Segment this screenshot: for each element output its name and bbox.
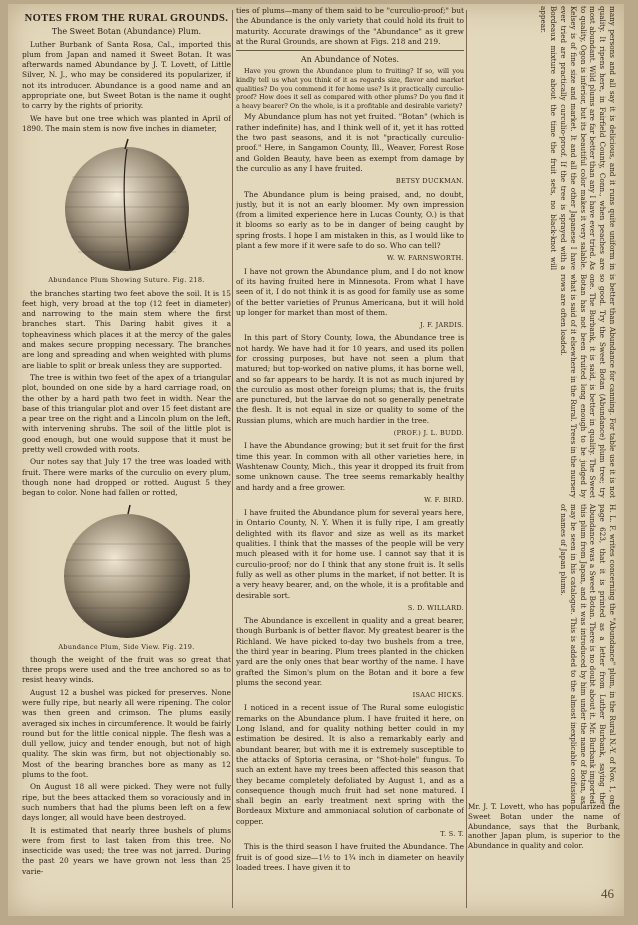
signature: BETSY DUCKMAN. bbox=[395, 177, 464, 186]
signature: T. S. T. bbox=[440, 830, 464, 839]
scrapbook-page bbox=[8, 4, 624, 916]
signature: (PROF.) J. L. BUDD. bbox=[393, 429, 464, 438]
rotated-clipping-lower bbox=[469, 504, 617, 804]
question-paragraph: Have you grown the Abundance plum to fruiting? If so, will you kindly tell us what you think of it as regards size, flavor and market qualities? Do you commend it for home use? Is it practically curculio-proof? How does it sell as compared with other plums? Do you find it a heavy bearer? On the whole, is it a profitable and desirable variety? bbox=[236, 67, 464, 110]
figure-caption: Abundance Plum, Side View. Fig. 219. bbox=[58, 642, 195, 651]
paragraph: though the weight of the fruit was so great that three props were used and the tree anchored so as to resist heavy winds. bbox=[22, 654, 231, 685]
signature: W. F. BIRD. bbox=[424, 495, 464, 504]
article-subtitle: The Sweet Botan (Abundance) Plum. bbox=[51, 27, 202, 37]
paragraph: Our notes say that July 17 the tree was loaded with fruit. There were marks of the curculio on every plum, though none had dropped or rotted. August 5 they began to color. None had fallen or rotted, bbox=[22, 457, 231, 498]
paragraph: ties of plums—many of them said to be "curculio-proof;" but the Abundance is the only variety that could hold its fruit to maturity. Accurate drawings of the "Abundance" as it grew at the Rural Grounds, are shown at Figs. 218 and 219. bbox=[236, 6, 464, 46]
bottom-right-clipping bbox=[468, 802, 620, 851]
left-column bbox=[22, 14, 231, 910]
paragraph: August 12 a bushel was picked for preserves. None were fully ripe, but nearly all were ripening. The color was then green and crimson. The plums easily averaged six inches in circumference. It would be fairly round but for the little conical nipple. The flesh was a dull yellow, juicy and tender enough, but not of high quality. The skin was firm, but not objectionably so. Most of the bearing branches bore as many as 12 plums to the foot. bbox=[22, 687, 231, 780]
signature: W. W. FARNSWORTH. bbox=[387, 254, 464, 263]
section-heading: An Abundance of Notes. bbox=[300, 55, 400, 65]
figure-218 bbox=[22, 137, 231, 285]
reply: In this part of Story County, Iowa, the Abundance tree is not hardy. We have had it for 10 years, and used its pollen for crossing purposes, but have not seen a plum that matured; but top-worked on native plums, it has borne well, and so far appears to be hardy. It is not as much injured by the curculio as most other foreign plums; that is, the fruits are punctured, but the larvae do not so generally penetrate the flesh. It is not equal in size or quality to some of the Russian plums, which are much hardier in the tree. bbox=[236, 333, 464, 425]
figure-219 bbox=[22, 502, 231, 652]
reply: The Abundance plum is being praised, and, no doubt, justly, but it is not an early bloomer. My own impression (from a limited experience here in Lucas County, O.) is that it blooms so early as to be in danger of being caught by spring frosts. I hope I am mistaken in this, as I would like to plant a few more if it were safe to do so. Who can tell? bbox=[236, 189, 464, 251]
page-number: 46 bbox=[601, 886, 614, 901]
plum-side-view-illustration bbox=[52, 502, 202, 642]
signature: J. F. JARDIS. bbox=[419, 321, 464, 330]
middle-column bbox=[236, 6, 464, 910]
reply: The Abundance is excellent in quality and a great bearer, though Burbank is of better flavor. My greatest bearer is the Richland. We have picked to-day two bushels from a tree, the third year in bearing. Plum trees planted in the chicken yard are the only ones that bear worthy of the name. I have grafted the Simon's plum on the Botan and it bore a few plums the second year. bbox=[236, 616, 464, 687]
article-title: NOTES FROM THE RURAL GROUNDS. bbox=[24, 14, 229, 24]
reply: I have fruited the Abundance plum for several years here, in Ontario County, N. Y. When it is fully ripe, I am greatly delighted with its flavor and size as well as its market qualities. I think that the masses of the people will be very much pleased with it for home use. I cannot say that it is curculio-proof; nor do I think that any stone fruit is. It sells fully as well as other plums in the market, if not better. It is a very heavy bearer, and, on the whole, it is a profitable and desirable sort. bbox=[236, 508, 464, 600]
paragraph: It is estimated that nearly three bushels of plums were from first to last taken from this tree. No insecticide was used; the tree was not jarred. During the past 20 years we have grown not less than 25 varie- bbox=[22, 825, 231, 876]
reply: I have not grown the Abundance plum, and I do not know of its having fruited here in Minnesota. From what I have seen of it, I do not think it is as good for family use as some of the better varieties of Prunus Americana, but it will hold up longer for market than most of them. bbox=[236, 266, 464, 317]
paragraph: Luther Burbank of Santa Rosa, Cal., imported this plum from Japan and named it Sweet Botan. It was afterwards named Abundance by J. T. Lovett, of Little Silver, N. J., who may be considered its popularizer, if not its introducer. Abundance is a good name and an appropriate one, but Sweet Botan is the name it ought to carry by the rights of priority. bbox=[22, 39, 231, 111]
reply: This is the third season I have fruited the Abundance. The fruit is of good size—1½ to 1¾ inch in diameter on heavily loaded trees. I have given it to bbox=[236, 842, 464, 872]
reply: I noticed in a recent issue of The Rural some eulogistic remarks on the Abundance plum. I have fruited it here, on Long Island, and for quality nothing better could in my estimation be desired. It is also a remarkably early and abundant bearer, but with me it is extremely susceptible to the attacks of Sptoria cerasina, or "Shot-hole" fungus. To such an extent have my trees been affected this season that they became completely defoliated by August 1, and as a consequence though much fruit had set none matured. I shall begin an early treatment next spring with the Bordeaux Mixture and ammoniacal solution of carbonate of copper. bbox=[236, 703, 464, 826]
clipping-text: many persons and all say it is delicious, and it runs quite uniform in quality. It ripens here, in Fairfield County, Conn., when peaches are most abundant. Wild plums are far better than any I have ever tried. As to quality, Ogon is inferior, but its beautiful color makes it very salable. Kelsey is of fine size and market. It and all the other Japanese I have ever tried are practically curculio-proof. If the tree is sprayed with a Bordeaux mixture about the time the fruit sets, no black-knot will appear. bbox=[539, 6, 617, 270]
rotated-clipping-top bbox=[469, 6, 617, 270]
clipping-text: is better than Abundance for canning. For table use it is not so good. Try the Sweet Botan (Abundance) plum tree; try one. The Burbank, it is said, is better in quality. The Sweet Botan has not been fruited long enough to be judged by what is said of it elsewhere in the Rural. Trees in the nursery rows are often loaded. bbox=[559, 274, 617, 498]
divider bbox=[236, 50, 464, 51]
paragraph: We have but one tree which was planted in April of 1890. The main stem is now five inches in diameter, bbox=[22, 113, 231, 133]
column-divider bbox=[466, 10, 467, 908]
signature: S. D. WILLARD. bbox=[407, 603, 464, 612]
clipping-text: H. L. F. writes concerning the "Abundance" plum, in the Rural N.-Y. of Nov. 1, on page 623, that it is printed as a letter from Luther Burbank, saying the Abundance was a Sweet Botan. There is no doubt about it. Mr. Burbank imported this plum from Japan, and it was introduced by him under the name of Botan, as may be seen in his catalogue. This is added to the almost inexplicable confusion of names of Japan plums. bbox=[559, 504, 617, 804]
clipping-text: Mr. J. T. Lovett, who has popularized the Sweet Botan under the name of Abundance, says that the Burbank, another Japan plum, is superior to the Abundance in quality and color. bbox=[468, 802, 620, 851]
signature: ISAAC HICKS. bbox=[412, 691, 464, 700]
reply: My Abundance plum has not yet fruited. "Botan" (which is rather indefinite) has, and I think well of it, yet it has rotted the two past seasons, and it is not "practically curculio-proof." Here, in Sangamon County, Ill., Weaver, Forest Rose and Golden Beauty, have been as exempt from damage by the curculio as any I have fruited. bbox=[236, 112, 464, 173]
column-divider bbox=[232, 10, 233, 908]
paragraph: On August 18 all were picked. They were not fully ripe, but the bees attacked them so voraciously and in such numbers that had the plums been left on a few days longer, all would have been destroyed. bbox=[22, 782, 231, 823]
reply: I have the Abundance growing; but it set fruit for the first time this year. In common with all other varieties here, in Washtenaw County, Mich., this year it dropped its fruit from some unknown cause. The tree seems remarkably healthy and hardy and a free grower. bbox=[236, 441, 464, 492]
paragraph: the branches starting two feet above the soil. It is 15 feet high, very broad at the top (12 feet in diameter) and narrowing to the main stem where the first branches start. This Daring habit gives it a topheaviness which places it at the mercy of the gales and makes secure propping necessary. The branches are long and spreading and when weighted with plums are liable to split or break unless they are supported. bbox=[22, 288, 231, 370]
plum-suture-illustration bbox=[52, 137, 202, 275]
paragraph: The tree is within two feet of the apex of a triangular plot, bounded on one side by a hard carriage road, on the other by a hard path two feet in width. Near the base of this triangular plot and over 15 feet distant are a pear tree on the right and a Lincoln plum on the left, with intervening shrubs. The soil of the little plot is good enough, but one would suppose that it must be pretty well crowded with roots. bbox=[22, 372, 231, 455]
figure-caption: Abundance Plum Showing Suture. Fig. 218. bbox=[48, 276, 205, 285]
rotated-clipping-middle bbox=[469, 274, 617, 498]
